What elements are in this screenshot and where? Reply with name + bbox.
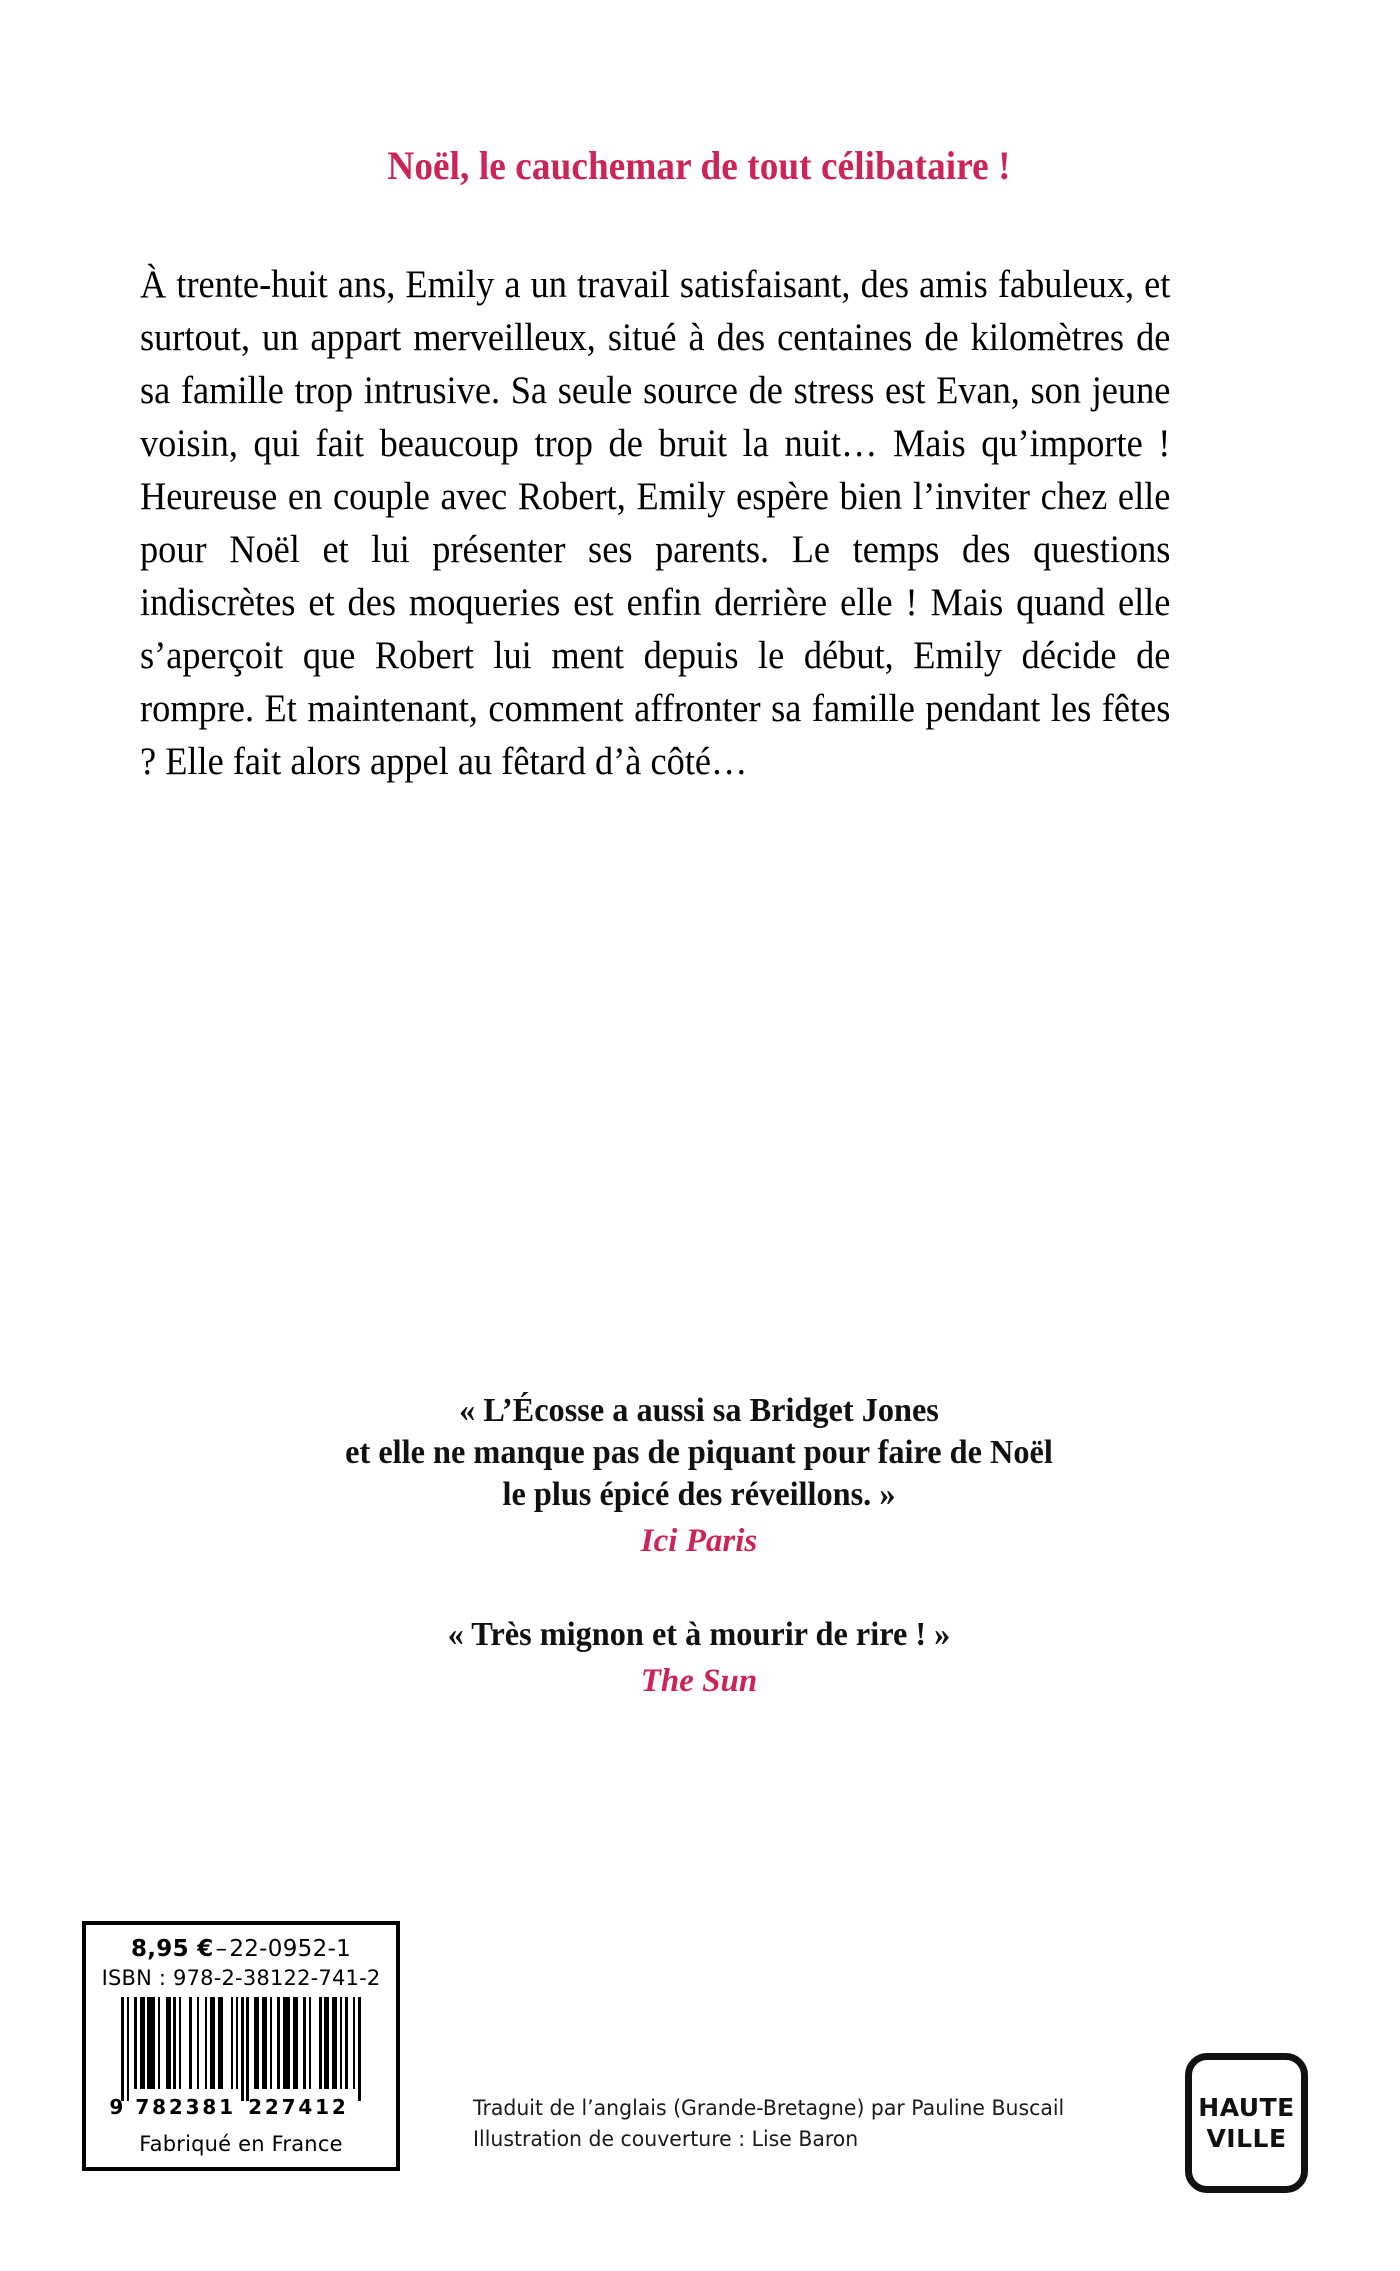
- quote-line: et elle ne manque pas de piquant pour faire de Noël: [345, 1434, 1053, 1471]
- quote-line: « L’Écosse a aussi sa Bridget Jones: [459, 1392, 939, 1429]
- press-quote-1-text: [168, 1390, 1230, 1516]
- press-quotes: [140, 1390, 1258, 1702]
- barcode-digit: 2: [248, 2095, 263, 2119]
- barcode-bars-icon: [121, 1997, 360, 2101]
- publisher-logo: [1185, 2053, 1308, 2193]
- barcode-block: [82, 1921, 400, 2171]
- press-quote-1-source: Ici Paris: [640, 1523, 758, 1559]
- made-in-label: Fabriqué en France: [139, 2132, 343, 2156]
- barcode-digit: 3: [185, 2095, 200, 2119]
- blurb-paragraph: À trente-huit ans, Emily a un travail satisfaisant, des amis fabuleux, et surtout, un appart merveilleux, situé à des centaines de kilomètres de sa famille trop intrusive. Sa seule source de stress est Evan, son jeune voisin, qui fait beaucoup trop de bruit la nuit… Mais qu’importe ! Heureuse en couple avec Robert, Emily espère bien l’inviter chez elle pour Noël et lui présenter ses parents. Le temps des questions indiscrètes et des moqueries est enfin derrière elle ! Mais quand elle s’aperçoit que Robert lui ment depuis le début, Emily décide de rompre. Et maintenant, comment affronter sa famille pendant les fêtes ? Elle fait alors appel au fêtard d’à côté…: [140, 262, 1171, 783]
- barcode-digit: 9: [109, 2095, 124, 2119]
- publisher-logo-line2: VILLE: [1206, 2124, 1287, 2153]
- blurb-text: [140, 258, 1170, 788]
- illustration-credit: Illustration de couverture : Lise Baron: [473, 2127, 859, 2152]
- barcode-digit: 2: [331, 2095, 346, 2119]
- press-quote-1: [140, 1390, 1258, 1562]
- isbn-value: ISBN : 978-2-38122-741-2: [101, 1966, 381, 1990]
- credits-block: [473, 2093, 1064, 2155]
- press-quote-2-source: The Sun: [640, 1663, 758, 1699]
- barcode-digit: 1: [315, 2095, 330, 2119]
- quote-line: le plus épicé des réveillons. »: [502, 1476, 896, 1513]
- press-quote-2: [140, 1614, 1258, 1702]
- price-value: 8,95 €: [130, 1936, 214, 1962]
- barcode-digit: 8: [202, 2095, 217, 2119]
- translation-credit: Traduit de l’anglais (Grande-Bretagne) par Pauline Buscail: [473, 2096, 1065, 2121]
- quote-line: « Très mignon et à mourir de rire ! »: [447, 1616, 951, 1653]
- barcode-digit: 2: [168, 2095, 183, 2119]
- publisher-logo-line1: HAUTE: [1198, 2093, 1295, 2122]
- barcode-digit: 8: [152, 2095, 167, 2119]
- internal-code: 22-0952-1: [229, 1936, 352, 1962]
- price-line: [86, 1935, 396, 1963]
- barcode-digit: 7: [281, 2095, 296, 2119]
- barcode-digits: [109, 2095, 360, 2125]
- barcode-digit: 4: [298, 2095, 313, 2119]
- page-title: Noël, le cauchemar de tout célibataire !: [387, 143, 1011, 188]
- price-separator: –: [215, 1936, 228, 1962]
- barcode-digit: 7: [135, 2095, 150, 2119]
- barcode-digit: 2: [264, 2095, 279, 2119]
- barcode-digit: 1: [219, 2095, 234, 2119]
- press-quote-2-text: [168, 1614, 1230, 1656]
